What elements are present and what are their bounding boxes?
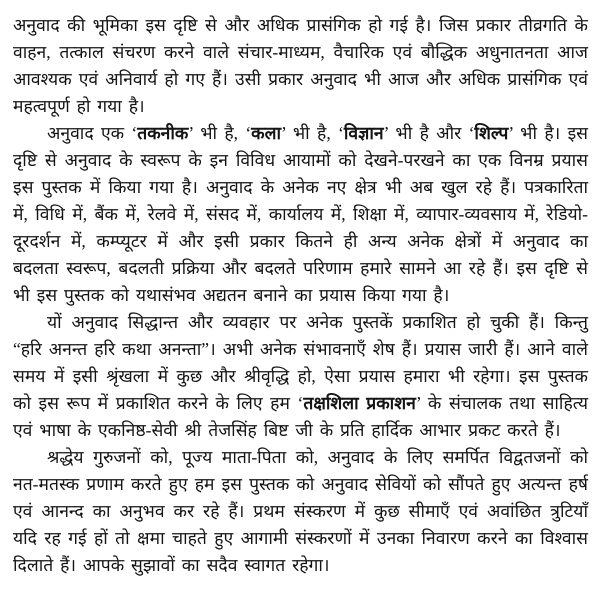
- text-run: ’ भी है। इस दृष्टि से अनुवाद के स्वरूप के इन विविध आयामों को देखने-परखने का एक विनम्र प्रयास इस पुस्तक में किया गया है। अनुवाद के अनेक नए क्षेत्र भी अब खुल रहे हैं। पत्रकारिता में, विधि में, बैंक में, रेलवे में, संसद में, कार्यालय में, शिक्षा में, व्यापार-व्यवसाय में, रेडियो-दूरदर्शन में, कम्प्यूटर में और इसी प्रकार कितने ही अन्य अनेक क्षेत्रों में अनुवाद का बदलता स्वरूप, बदलती प्रक्रिया और बदलते परिणाम हमारे सामने आ रहे हैं। इस दृष्टि से भी इस पुस्तक को यथासंभव अद्यतन बनाने का प्रयास किया गया है।: [13, 123, 588, 305]
- text-run: ’ भी है, ‘: [188, 123, 252, 143]
- text-run: अनुवाद एक ‘: [47, 123, 138, 143]
- text-run: ’ भी है और ‘: [383, 123, 475, 143]
- emphasized-text-run: तकनीक: [137, 123, 189, 143]
- text-run: ’ के संचालक तथा साहित्य एवं भाषा के एकनिष्ठ-सेवी श्री तेजसिंह बिष्ट जी के प्रति हार्दिक आभार प्रकट करते हैं।: [13, 393, 588, 440]
- text-run: श्रद्धेय गुरुजनों को, पूज्य माता-पिता को, अनुवाद के लिए समर्पित विद्वतजनों को नत-मतस्क प्रणाम करते हुए हम इस पुस्तक को अनुवाद सेवियों को सौंपते हुए अत्यन्त हर्ष एवं आनन्द का अनुभव कर रहे हैं। प्रथम संस्करण में कुछ सीमाएँ एवं अवांछित त्रुटियाँ यदि रह गई हों तो क्षमा चाहते हुए आगामी संस्करणों में उनका निवारण करने का विश्वास दिलाते हैं। आपके सुझावों का सदैव स्वागत रहेगा।: [13, 447, 588, 575]
- emphasized-text-run: कला: [251, 123, 282, 143]
- text-run: यों अनुवाद सिद्धान्त और व्यवहार पर अनेक पुस्तकें प्रकाशित हो चुकी हैं। किन्तु “हरि अनन्त हरि कथा अनन्ता”। अभी अनेक संभावनाएँ शेष हैं। प्रयास जारी हैं। आने वाले समय में इसी श्रृंखला में कुछ और श्रीवृद्धि हो, ऐसा प्रयास हमारा भी रहेगा। इस पुस्तक को इस रूप में प्रकाशित करने के लिए हम ‘: [13, 312, 588, 413]
- text-run: अनुवाद की भूमिका इस दृष्टि से और अधिक प्रासंगिक हो गई है। जिस प्रकार तीव्रगति के वाहन, तत्काल संचरण करने वाले संचार-माध्यम, वैचारिक एवं बौद्धिक अधुनातनता आज आवश्यक एवं अनिवार्य हो गए हैं। उसी प्रकार अनुवाद भी आज और अधिक प्रासंगिक एवं महत्वपूर्ण हो गया है।: [13, 15, 588, 116]
- paragraph: [13, 444, 588, 579]
- paragraph: [13, 309, 588, 444]
- text-run: ’ भी है, ‘: [281, 123, 344, 143]
- emphasized-text-run: तक्षशिला प्रकाशन: [303, 393, 416, 413]
- paragraph: [13, 12, 588, 120]
- emphasized-text-run: शिल्प: [474, 123, 509, 143]
- paragraph: [13, 120, 588, 309]
- emphasized-text-run: विज्ञान: [343, 123, 384, 143]
